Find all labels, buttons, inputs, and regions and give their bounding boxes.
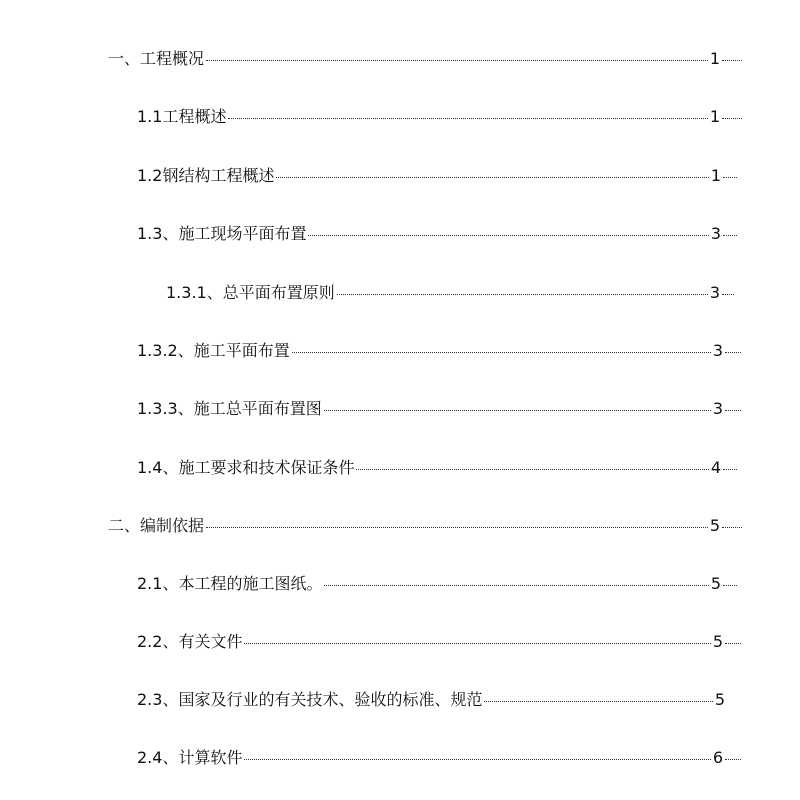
toc-entry[interactable] [137, 164, 737, 188]
toc-dot-leader [337, 294, 708, 295]
toc-entry-title: 1.4、施工要求和技术保证条件 [137, 458, 355, 477]
toc-dot-leader [206, 527, 708, 528]
toc-entry-title: 1.2钢结构工程概述 [137, 166, 275, 185]
toc-entry[interactable] [137, 688, 725, 712]
toc-entry-title: 一、工程概况 [108, 49, 205, 68]
toc-entry-title: 2.1、本工程的施工图纸。 [137, 574, 323, 593]
toc-entry[interactable] [137, 397, 741, 421]
toc-dot-trail [722, 294, 734, 295]
toc-entry-title: 2.2、有关文件 [137, 632, 243, 651]
toc-dot-leader [324, 585, 708, 586]
toc-entry-title: 2.3、国家及行业的有关技术、验收的标准、规范 [137, 690, 483, 709]
toc-entry[interactable] [137, 105, 742, 129]
toc-entry[interactable] [108, 514, 742, 538]
toc-entry-page: 1 [710, 166, 721, 185]
toc-dot-leader [292, 352, 711, 353]
toc-dot-leader [484, 701, 712, 702]
toc-dot-trail [722, 118, 742, 119]
toc-dot-leader [276, 177, 708, 178]
toc-dot-leader [206, 60, 708, 61]
toc-entry-page: 4 [710, 458, 721, 477]
toc-dot-trail [723, 235, 737, 236]
toc-dot-trail [722, 60, 742, 61]
toc-entry[interactable] [137, 630, 741, 654]
toc-entry[interactable] [108, 47, 742, 71]
toc-dot-leader [244, 643, 710, 644]
toc-dot-leader [324, 410, 711, 411]
toc-entry-title: 1.3.3、施工总平面布置图 [137, 399, 322, 418]
toc-entry-page: 6 [712, 748, 723, 767]
toc-dot-leader [228, 118, 707, 119]
toc-dot-trail [725, 352, 741, 353]
toc-entry-page: 5 [710, 574, 721, 593]
toc-entry-page: 5 [709, 516, 720, 535]
toc-entry[interactable] [137, 456, 737, 480]
toc-entry-title: 二、编制依据 [108, 516, 205, 535]
toc-entry-page: 5 [714, 690, 725, 709]
toc-entry[interactable] [137, 222, 737, 246]
toc-dot-trail [725, 410, 741, 411]
toc-dot-trail [723, 177, 737, 178]
toc-entry-title: 1.1工程概述 [137, 107, 227, 126]
toc-entry[interactable] [137, 572, 737, 596]
toc-entry-page: 3 [712, 399, 723, 418]
toc-entry-title: 1.3.2、施工平面布置 [137, 341, 290, 360]
toc-entry[interactable] [166, 281, 734, 305]
toc-entry-page: 1 [709, 107, 720, 126]
toc-dot-leader [356, 469, 708, 470]
toc-entry-title: 1.3、施工现场平面布置 [137, 224, 307, 243]
toc-entry-page: 3 [710, 224, 721, 243]
toc-dot-trail [723, 585, 737, 586]
toc-entry[interactable] [137, 339, 741, 363]
toc-dot-leader [244, 759, 710, 760]
toc-dot-trail [725, 759, 741, 760]
toc-dot-trail [725, 643, 741, 644]
toc-entry-title: 2.4、计算软件 [137, 748, 243, 767]
toc-entry-page: 5 [712, 632, 723, 651]
toc-entry[interactable] [137, 746, 741, 770]
toc-entry-page: 3 [712, 341, 723, 360]
toc-entry-page: 3 [709, 283, 720, 302]
toc-entry-title: 1.3.1、总平面布置原则 [166, 283, 335, 302]
toc-dot-trail [723, 469, 737, 470]
toc-dot-leader [308, 235, 708, 236]
toc-entry-page: 1 [709, 49, 720, 68]
toc-dot-trail [722, 527, 742, 528]
